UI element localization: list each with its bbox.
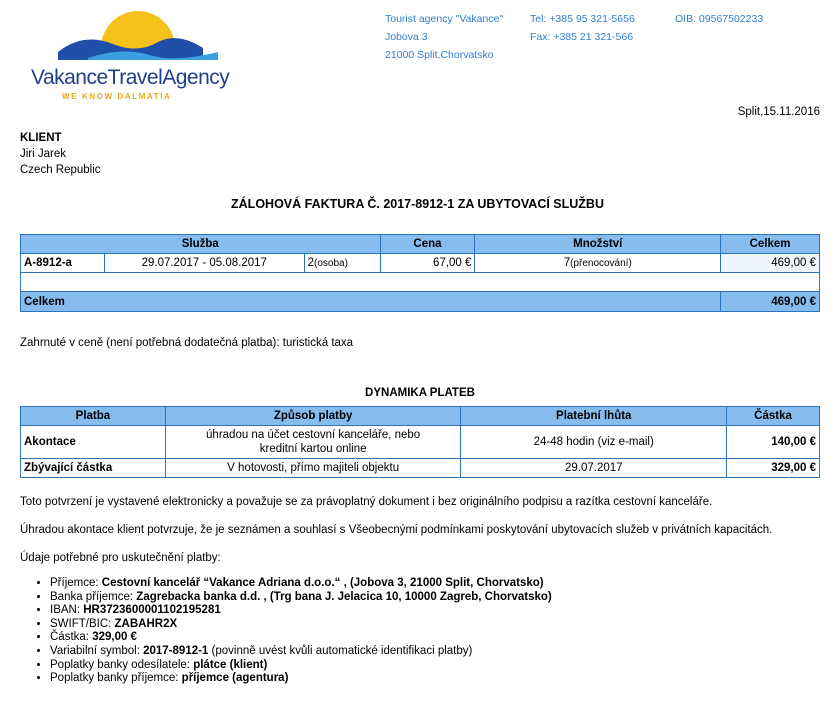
client-name: Jiri Jarek — [20, 148, 67, 160]
payment-type: Akontace — [21, 426, 166, 459]
detail-note: (povinně uvést kvůli automatické identifikaci platby) — [208, 644, 473, 657]
detail-value: Cestovní kancelář “Vakance Adriana d.o.o.“ , (Jobova 3, 21000 Split, Chorvatsko) — [101, 577, 544, 589]
detail-value: 2017-8912-1 — [143, 644, 209, 657]
agency-city: 21000 Split,Chorvatsko — [385, 49, 494, 61]
detail-label: SWIFT/BIC: — [50, 617, 115, 630]
header-quantity: Množství — [475, 235, 721, 254]
agency-contacts — [530, 10, 635, 46]
header-payment: Platba — [21, 407, 166, 426]
services-table — [20, 234, 820, 312]
agency-oib-block — [675, 10, 763, 28]
detail-value: ZABAHR2X — [114, 617, 178, 630]
detail-value: HR3723600001102195281 — [83, 604, 221, 617]
list-item — [50, 577, 552, 591]
detail-label: Variabilní symbol: — [50, 644, 144, 657]
detail-value: plátce (klient) — [193, 658, 268, 671]
sum-label: Celkem — [21, 292, 721, 312]
service-dates: 29.07.2017 - 05.08.2017 — [104, 254, 304, 273]
payment-method: V hotovosti, přímo majiteli objektu — [165, 459, 461, 478]
services-header-row — [21, 235, 820, 254]
sun-waves-logo-icon — [28, 8, 228, 68]
header-amount: Částka — [727, 407, 820, 426]
payments-header-row — [21, 407, 820, 426]
client-block — [20, 130, 101, 178]
payment-deadline: 29.07.2017 — [461, 459, 727, 478]
service-code: A-8912-a — [21, 254, 105, 273]
service-total: 469,00 € — [721, 254, 820, 273]
payment-details-list — [20, 577, 552, 686]
blank-row — [21, 273, 820, 292]
service-qty: 7 — [563, 257, 571, 269]
payment-method: úhradou na účet cestovní kanceláře, nebo kreditní kartou online — [165, 426, 461, 459]
table-row — [21, 254, 820, 273]
service-persons-unit: (osoba) — [314, 258, 348, 269]
table-row — [21, 459, 820, 478]
payment-deadline: 24-48 hodin (viz e-mail) — [461, 426, 727, 459]
list-item — [50, 604, 552, 618]
agency-tel: Tel: +385 95 321-5656 — [530, 13, 635, 25]
agency-fax: Fax: +385 21 321-566 — [530, 31, 634, 43]
sum-value: 469,00 € — [721, 292, 820, 312]
logo-name: VakanceTravelAgency — [31, 66, 230, 89]
detail-label: Poplatky banky příjemce: — [50, 672, 182, 685]
header-price: Cena — [380, 235, 475, 254]
payment-amount: 140,00 € — [727, 426, 820, 459]
agency-name: Tourist agency "Vakance" — [385, 13, 504, 25]
agency-oib: OIB: 09567502233 — [675, 13, 764, 25]
list-item — [50, 672, 552, 686]
logo-tagline: WE KNOW DALMATIA — [62, 92, 172, 101]
detail-label: Banka příjemce: — [50, 590, 137, 603]
table-row — [21, 426, 820, 459]
payments-table — [20, 406, 820, 478]
validity-note: Toto potvrzení je vystavené elektronicky a považuje se za právoplatný dokument i bez originálního podpisu a razítka cestovní kanceláře. — [20, 496, 713, 508]
header-total: Celkem — [721, 235, 820, 254]
header-deadline: Platební lhůta — [461, 407, 727, 426]
terms-note: Úhradou akontace klient potvrzuje, že je seznámen a souhlasí s Všeobecnými podmínkami poskytování ubytovacích služeb v privátních kapacitách. — [20, 524, 773, 536]
list-item — [50, 631, 552, 645]
service-price: 67,00 € — [380, 254, 475, 273]
agency-street: Jobova 3 — [385, 31, 428, 43]
client-heading: KLIENT — [20, 132, 62, 144]
header-service: Služba — [21, 235, 381, 254]
payment-amount: 329,00 € — [727, 459, 820, 478]
client-country: Czech Republic — [20, 164, 101, 176]
list-item — [50, 659, 552, 673]
service-persons: 2 — [307, 257, 315, 269]
header-method: Způsob platby — [165, 407, 461, 426]
detail-label: Poplatky banky odesílatele: — [50, 658, 194, 671]
service-qty-unit: (přenocování) — [570, 258, 632, 269]
list-item — [50, 645, 552, 659]
invoice-date: Split,15.11.2016 — [737, 106, 820, 118]
list-item — [50, 618, 552, 632]
detail-label: Částka: — [50, 631, 93, 644]
payments-title: DYNAMIKA PLATEB — [365, 387, 475, 399]
detail-value: příjemce (agentura) — [181, 672, 289, 685]
payment-details-heading: Údaje potřebné pro uskutečnění platby: — [20, 552, 221, 564]
service-persons-cell — [304, 254, 380, 273]
included-note: Zahrnuté v ceně (není potřebná dodatečná platba): turistická taxa — [20, 337, 354, 349]
blank-cell — [21, 273, 820, 292]
agency-address — [385, 10, 503, 64]
detail-label: IBAN: — [50, 604, 84, 617]
payment-type: Zbývající částka — [21, 459, 166, 478]
invoice-title: ZÁLOHOVÁ FAKTURA Č. 2017-8912-1 ZA UBYTOVACÍ SLUŽBU — [231, 197, 604, 211]
detail-value: 329,00 € — [92, 631, 137, 644]
company-logo — [28, 8, 228, 104]
services-sum-row — [21, 292, 820, 312]
list-item — [50, 591, 552, 605]
service-qty-cell — [475, 254, 721, 273]
detail-value: Zagrebacka banka d.d. , (Trg bana J. Jelacica 10, 10000 Zagreb, Chorvatsko) — [136, 590, 552, 603]
detail-label: Příjemce: — [50, 577, 102, 589]
